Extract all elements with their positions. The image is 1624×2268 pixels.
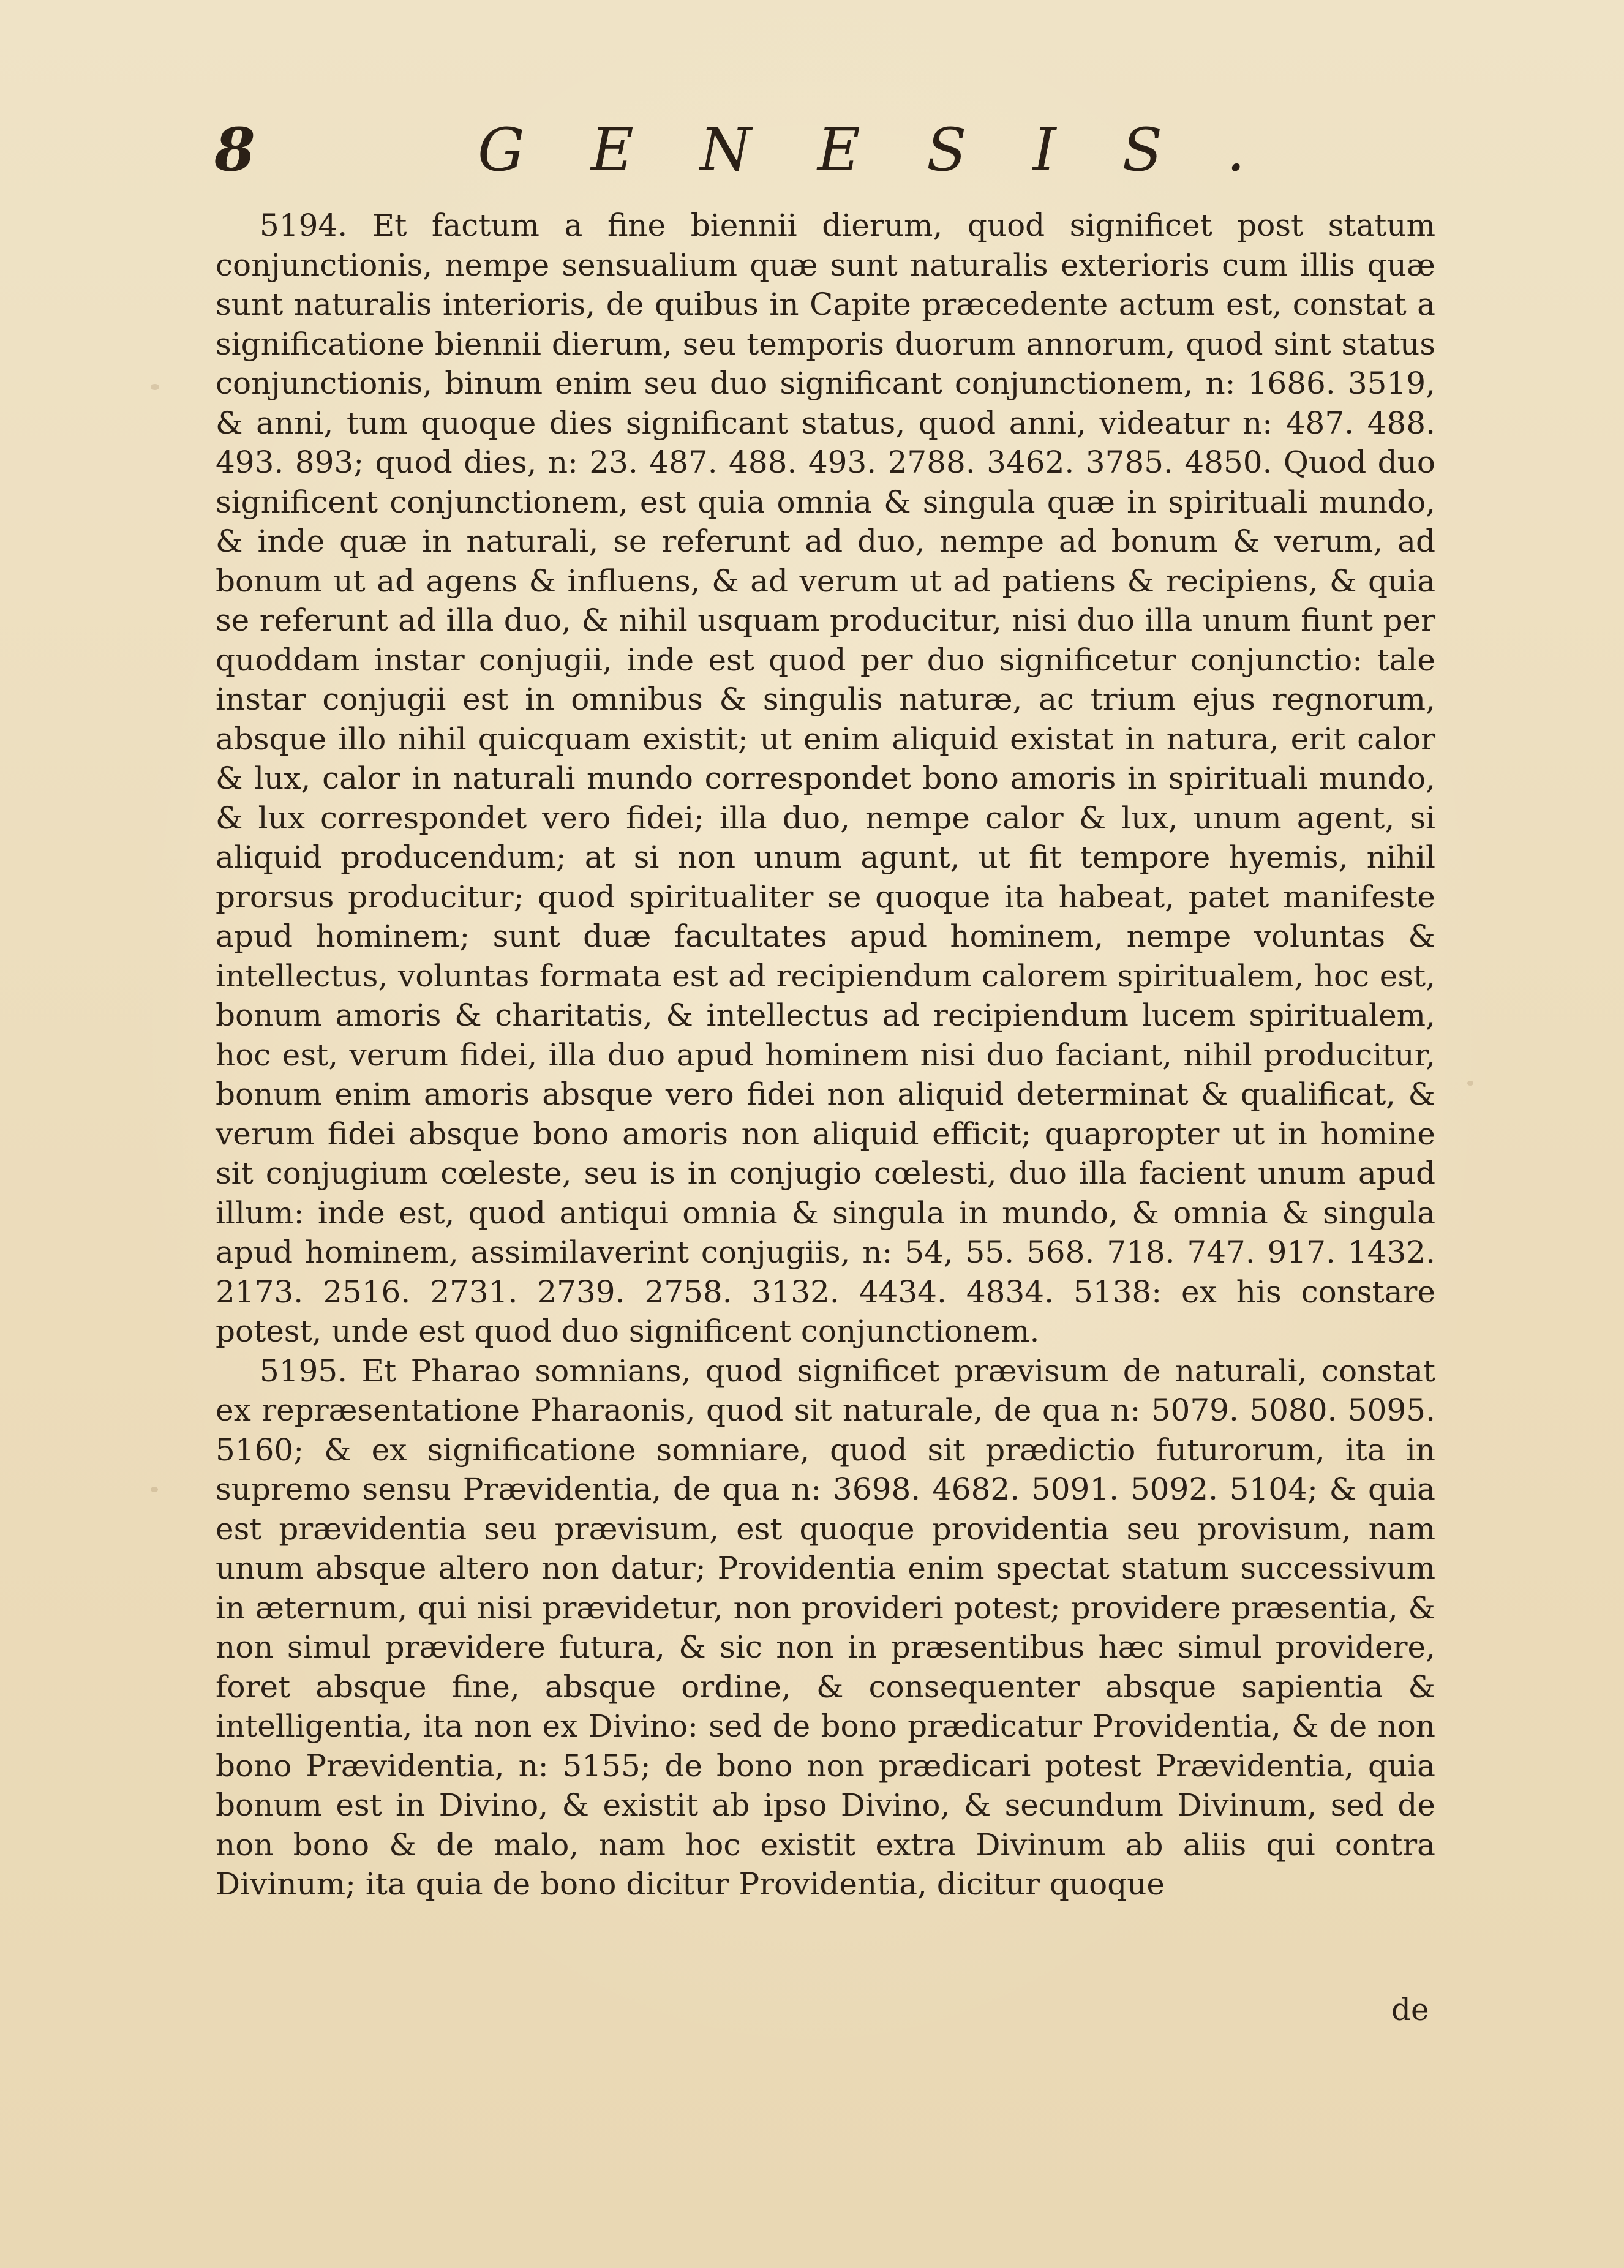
paper-stain (151, 1487, 158, 1492)
paragraph-5194: 5194. Et factum a fine biennii dierum, quod significet post statum conjunctionis, nempe sensualium quæ sunt naturalis exterioris cum illis quæ sunt naturalis interioris, de quibus in Capite præcedente actum est, constat a significatione biennii dierum, seu temporis duorum annorum, quod sint status conjunctionis, binum enim seu duo significant conjunctionem, n: 1686. 3519, & anni, tum quoque dies significant status, quod anni, videatur n: 487. 488. 493. 893; quod dies, n: 23. 487. 488. 493. 2788. 3462. 3785. 4850. Quod duo significent conjunctionem, est quia omnia & singula quæ in spirituali mundo, & inde quæ in naturali, se referunt ad duo, nempe ad bonum & verum, ad bonum ut ad agens & influens, & ad verum ut ad patiens & recipiens, & quia se referunt ad illa duo, & nihil usquam producitur, nisi duo illa unum fiunt per quoddam instar conjugii, inde est quod per duo significetur conjunctio: tale instar conjugii est in omnibus & singulis naturæ, ac trium ejus regnorum, absque illo nihil quicquam existit; ut enim aliquid existat in natura, erit calor & lux, calor in naturali mundo correspondet bono amoris in spirituali mundo, & lux correspondet vero fidei; illa duo, nempe calor & lux, unum agent, si aliquid producendum; at si non unum agunt, ut fit tempore hyemis, nihil prorsus producitur; quod spiritualiter se quoque ita habeat, patet manifeste apud hominem; sunt duæ facultates apud hominem, nempe voluntas & intellectus, voluntas formata est ad recipiendum calorem spiritualem, hoc est, bonum amoris & charitatis, & intellectus ad recipiendum lucem spiritualem, hoc est, verum fidei, illa duo apud hominem nisi duo faciant, nihil producitur, bonum enim amoris absque vero fidei non aliquid determinat & qualificat, & verum fidei absque bono amoris non aliquid efficit; quapropter ut in homine sit conjugium cœleste, seu is in conjugio cœlesti, duo illa facient unum apud illum: inde est, quod antiqui omnia & singula in mundo, & omnia & singula apud hominem, assimilaverint conjugiis, n: 54, 55. 568. 718. 747. 917. 1432. 2173. 2516. 2731. 2739. 2758. 3132. 4434. 4834. 5138: ex his constare potest, unde est quod duo significent conjunctionem. (216, 208, 1435, 1349)
page-header (214, 115, 1312, 184)
paper-stain (151, 384, 159, 390)
catchword: de (1391, 1992, 1429, 2027)
paper-stain (1467, 1081, 1473, 1086)
body-text (216, 206, 1435, 1904)
page-number: 8 (214, 115, 255, 184)
paragraph-5195: 5195. Et Pharao somnians, quod significet prævisum de naturali, constat ex repræsentatione Pharaonis, quod sit naturale, de qua n: 5079. 5080. 5095. 5160; & ex significatione somniare, quod sit prædictio futurorum, ita in supremo sensu Prævidentia, de qua n: 3698. 4682. 5091. 5092. 5104; & quia est prævidentia seu prævisum, est quoque providentia seu provisum, nam unum absque altero non datur; Providentia enim spectat statum successivum in æternum, qui nisi prævidetur, non provideri potest; providere præsentia, & non simul prævidere futura, & sic non in præsentibus hæc simul providere, foret absque fine, absque ordine, & consequenter absque sapientia & intelligentia, ita non ex Divino: sed de bono prædicatur Providentia, & de non bono Prævidentia, n: 5155; de bono non prædicari potest Prævidentia, quia bonum est in Divino, & existit ab ipso Divino, & secundum Divinum, sed de non bono & de malo, nam hoc existit extra Divinum ab aliis qui contra Divinum; ita quia de bono dicitur Providentia, dicitur quoque (216, 1353, 1435, 1902)
running-title: GENESIS. (478, 116, 1312, 184)
